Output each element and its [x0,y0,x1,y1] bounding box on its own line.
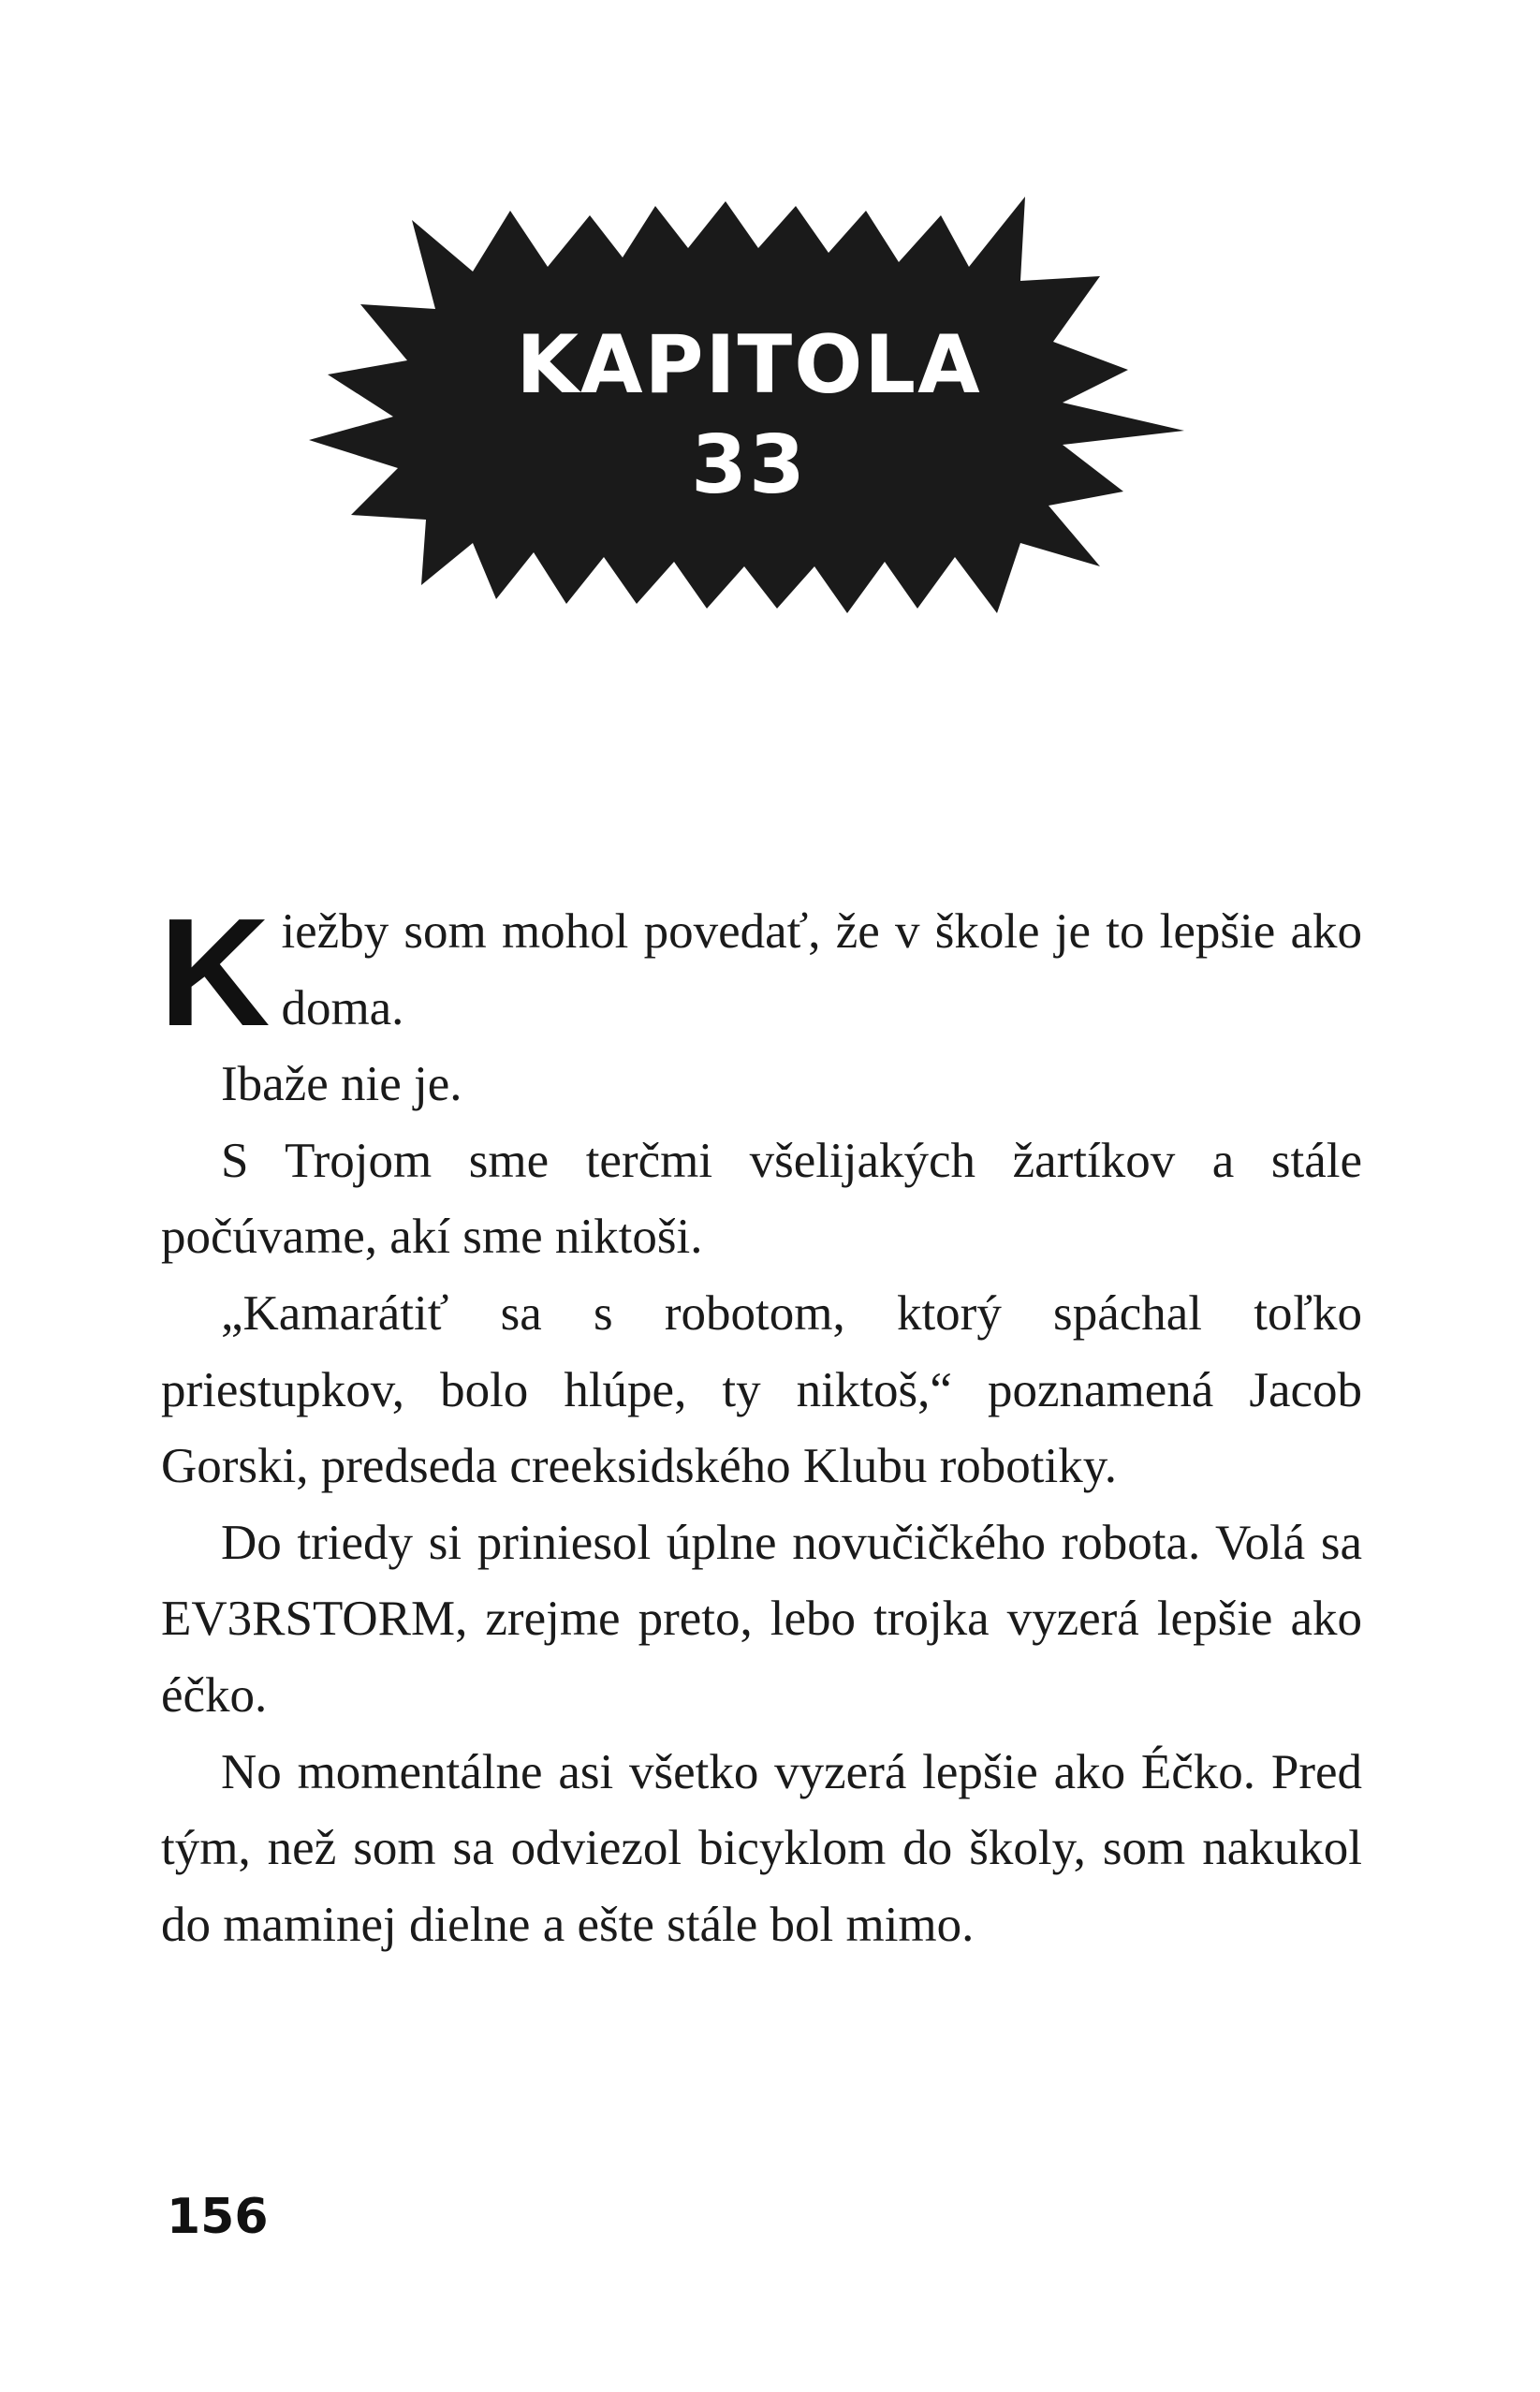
chapter-badge [309,192,1189,613]
paragraph-1-text: iežby som mohol povedať, že v škole je to lepšie ako doma. [281,904,1362,1035]
paragraph-1 [159,887,1362,1058]
chapter-body [159,887,1362,1963]
paragraph-3: S Trojom sme terčmi všelijakých žartíkov a stále počúvame, akí sme niktoši. [161,1133,1362,1265]
paragraph-5: Do triedy si priniesol úplne novučičkého robota. Volá sa EV3RSTORM, zrejme preto, lebo trojka vyzerá lepšie ako éčko. [161,1515,1362,1723]
chapter-label: KAPITOLA [516,318,982,412]
drop-cap: K [159,887,271,1058]
chapter-number: 33 [691,418,807,512]
paragraph-6: No momentálne asi všetko vyzerá lepšie ako Éčko. Pred tým, než som sa odviezol bicyklom do školy, som nakukol do maminej dielne a ešte stále bol mimo. [161,1744,1362,1952]
paragraph-4: „Kamarátiť sa s robotom, ktorý spáchal toľko priestupkov, bolo hlúpe, ty niktoš,“ poznamená Jacob Gorski, predseda creeksidského Klubu robotiky. [161,1285,1362,1494]
page-number: 156 [167,2189,269,2245]
paragraph-2: Ibaže nie je. [221,1057,462,1112]
